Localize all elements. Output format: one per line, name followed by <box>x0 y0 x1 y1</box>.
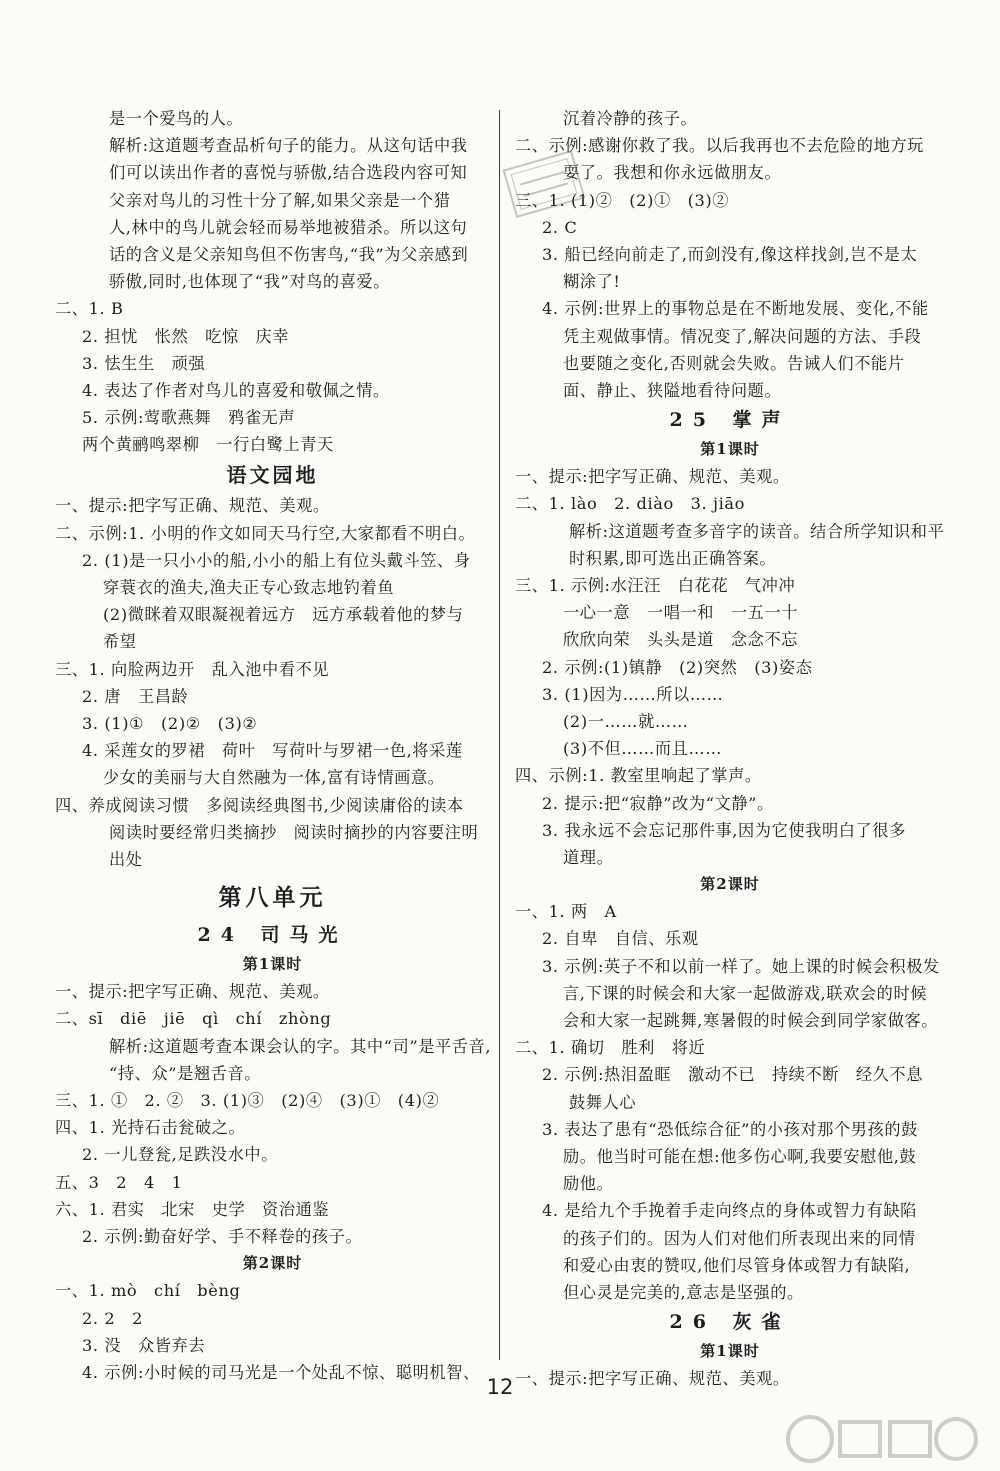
answer-line: 4. 示例:小时候的司马光是一个处乱不惊、聪明机智、 <box>82 1362 480 1382</box>
answer-line: 们可以读出作者的喜悦与骄傲,结合选段内容可知 <box>109 163 468 183</box>
watermark-logo <box>780 1410 980 1468</box>
answer-line: (2)一……就…… <box>563 711 689 731</box>
answer-line: 2. 2 2 <box>82 1308 143 1328</box>
answer-line: 2. 担忧 怅然 吃惊 庆幸 <box>82 326 290 346</box>
answer-line: 2. 示例:热泪盈眶 激动不已 持续不断 经久不息 <box>542 1065 923 1085</box>
answer-line: 二、1. 确切 胜利 将近 <box>515 1038 706 1058</box>
answer-line: 2. 自卑 自信、乐观 <box>542 929 699 949</box>
answer-line: (2)微眯着双眼凝视着远方 远方承载着他的梦与 <box>103 605 464 625</box>
answer-line: 二、1. B <box>55 299 124 319</box>
answer-line: 4. 采莲女的罗裙 荷叶 写荷叶与罗裙一色,将采莲 <box>82 741 463 761</box>
answer-line: 凭主观做事情。情况变了,解决问题的方法、手段 <box>563 326 922 346</box>
answer-line: 阅读时要经常归类摘抄 阅读时摘抄的内容要注明 <box>109 822 479 842</box>
answer-line: 人,林中的鸟儿就会轻而易举地被猎杀。所以这句 <box>109 217 468 237</box>
answer-line: 会和大家一起跳舞,寒暑假的时候会到同学家做客。 <box>563 1011 939 1030</box>
answer-line: 五、3 2 4 1 <box>55 1172 183 1192</box>
answer-line: 一、提示:把字写正确、规范、美观。 <box>55 982 330 1002</box>
answer-line: 面、静止、狭隘地看待问题。 <box>563 380 782 400</box>
answer-line: 二、示例:1. 小明的作文如同天马行空,大家都看不明白。 <box>55 523 476 543</box>
answer-line: 的孩子们的。因为人们对他们所表现出来的同情 <box>563 1228 916 1248</box>
answer-line: 但心灵是完美的,意志是坚强的。 <box>563 1282 804 1302</box>
answer-line: 二、示例:感谢你救了我。以后我再也不去危险的地方玩 <box>515 136 924 156</box>
section-heading: 第1课时 <box>242 955 303 974</box>
answer-line: 一、提示:把字写正确、规范、美观。 <box>55 496 330 516</box>
answer-line: 三、1. 示例:水汪汪 白花花 气冲冲 <box>515 576 796 595</box>
answer-line: 2. 唐 王昌龄 <box>82 686 189 706</box>
section-heading: 第1课时 <box>700 1342 760 1361</box>
left-column <box>55 105 490 1386</box>
section-heading: 语文园地 <box>226 463 319 488</box>
answer-line: 两个黄鹂鸣翠柳 一行白鹭上青天 <box>82 435 334 455</box>
answer-line: 励。他当时可能在想:他多伤心啊,我要安慰他,鼓 <box>563 1146 917 1166</box>
answer-line: 四、示例:1. 教室里响起了掌声。 <box>515 766 762 786</box>
answer-line: 希望 <box>103 632 137 652</box>
page-number: 12 <box>486 1375 514 1399</box>
answer-line: “持、众”是翘舌音。 <box>109 1063 262 1083</box>
answer-line: 父亲对鸟儿的习性十分了解,如果父亲是一个猎 <box>109 190 451 210</box>
answer-line: 解析:这道题考查本课会认的字。其中“司”是平舌音, <box>109 1036 492 1056</box>
answer-line: 2. 一儿登瓮,足跌没水中。 <box>82 1145 279 1165</box>
answer-line: 言,下课的时候会和大家一起做游戏,联欢会的时候 <box>563 983 928 1003</box>
answer-line: 3. 怯生生 顽强 <box>82 353 206 373</box>
answer-line: 糊涂了! <box>563 272 621 292</box>
answer-line: 3. 表达了患有“恐低综合征”的小孩对那个男孩的鼓 <box>542 1119 918 1139</box>
answer-line: 3. (1)① (2)② (3)② <box>82 713 258 733</box>
answer-line: 时积累,即可选出正确答案。 <box>569 548 777 568</box>
answer-line: 骄傲,同时,也体现了“我”对鸟的喜爱。 <box>109 272 391 292</box>
answer-line: 励他。 <box>563 1174 614 1194</box>
answer-line: 5. 示例:莺歌燕舞 鸦雀无声 <box>82 408 296 428</box>
column-divider <box>499 110 500 1360</box>
answer-line: 2. 示例:(1)镇静 (2)突然 (3)姿态 <box>542 657 813 677</box>
right-column <box>515 105 945 1392</box>
section-heading: 第1课时 <box>700 440 760 459</box>
answer-line: 2. 提示:把“寂静”改为“文静”。 <box>542 793 774 813</box>
answer-line: 沉着冷静的孩子。 <box>563 109 698 128</box>
answer-line: 3. 我永远不会忘记那件事,因为它使我明白了很多 <box>542 820 906 840</box>
section-heading: 第八单元 <box>218 884 327 912</box>
answer-line: 一、1. 两 A <box>515 902 617 922</box>
answer-line: 是一个爱鸟的人。 <box>109 109 244 128</box>
answer-line: 三、1. ① 2. ② 3. (1)③ (2)④ (3)① (4)② <box>55 1091 440 1110</box>
answer-line: 2. (1)是一只小小的船,小小的船上有位头戴斗笠、身 <box>82 550 471 570</box>
answer-line: 四、养成阅读习惯 多阅读经典图书,少阅读庸俗的读本 <box>55 795 464 815</box>
answer-line: 解析:这道题考查多音字的读音。结合所学知识和平 <box>569 521 945 541</box>
answer-line: 六、1. 君实 北宋 史学 资治通鉴 <box>55 1199 330 1219</box>
answer-line: 解析:这道题考查品析句子的能力。从这句话中我 <box>109 136 468 156</box>
answer-line: 三、1. (1)② (2)① (3)② <box>515 190 730 210</box>
answer-line: 少女的美丽与大自然融为一体,富有诗情画意。 <box>103 768 445 788</box>
answer-line: 二、1. lào 2. diào 3. jiāo <box>515 494 746 514</box>
section-heading: 26 灰雀 <box>669 1311 791 1334</box>
answer-line: 3. (1)因为……所以…… <box>542 684 724 704</box>
answer-line: 3. 示例:英子不和以前一样了。她上课的时候会积极发 <box>542 956 940 976</box>
answer-line: 四、1. 光持石击瓮破之。 <box>55 1118 246 1138</box>
answer-line: 三、1. 向脸两边开 乱入池中看不见 <box>55 659 330 679</box>
answer-line: 2. 示例:勤奋好学、手不释卷的孩子。 <box>82 1226 363 1246</box>
section-heading: 25 掌声 <box>669 409 791 432</box>
answer-line: 2. C <box>542 217 578 237</box>
answer-line: 二、sī diē jiē qì chí zhòng <box>55 1009 332 1029</box>
answer-line: 耍了。我想和你永远做朋友。 <box>563 163 782 183</box>
section-heading: 24 司马光 <box>197 924 348 947</box>
answer-line: 道理。 <box>563 847 614 867</box>
answer-line: 穿蓑衣的渔夫,渔夫正专心致志地钓着鱼 <box>103 578 395 597</box>
answer-line: (3)不但……而且…… <box>563 739 723 759</box>
answer-line: 一心一意 一唱一和 一五一十 <box>563 603 799 623</box>
section-heading: 第2课时 <box>700 875 760 894</box>
answer-line: 鼓舞人心 <box>569 1092 637 1112</box>
answer-line: 也要随之变化,否则就会失败。告诫人们不能片 <box>563 353 905 373</box>
section-heading: 第2课时 <box>242 1254 303 1273</box>
answer-line: 和爱心由衷的赞叹,他们尽管身体或智力有缺陷, <box>563 1255 911 1275</box>
answer-line: 4. 示例:世界上的事物总是在不断地发展、变化,不能 <box>542 299 929 319</box>
answer-line: 4. 是给九个手挽着手走向终点的身体或智力有缺陷 <box>542 1201 917 1221</box>
answer-line: 一、提示:把字写正确、规范、美观。 <box>515 467 790 487</box>
answer-line: 话的含义是父亲知鸟但不伤害鸟,“我”为父亲感到 <box>109 244 469 264</box>
answer-line: 3. 船已经向前走了,而剑没有,像这样找剑,岂不是太 <box>542 244 918 264</box>
answer-line: 一、1. mò chí bèng <box>55 1281 241 1301</box>
answer-line: 3. 没 众皆弃去 <box>82 1335 206 1355</box>
answer-line: 一、提示:把字写正确、规范、美观。 <box>515 1369 790 1389</box>
answer-line: 出处 <box>109 849 143 869</box>
answer-line: 4. 表达了作者对鸟儿的喜爱和敬佩之情。 <box>82 380 390 400</box>
answer-line: 欣欣向荣 头头是道 念念不忘 <box>563 630 799 650</box>
